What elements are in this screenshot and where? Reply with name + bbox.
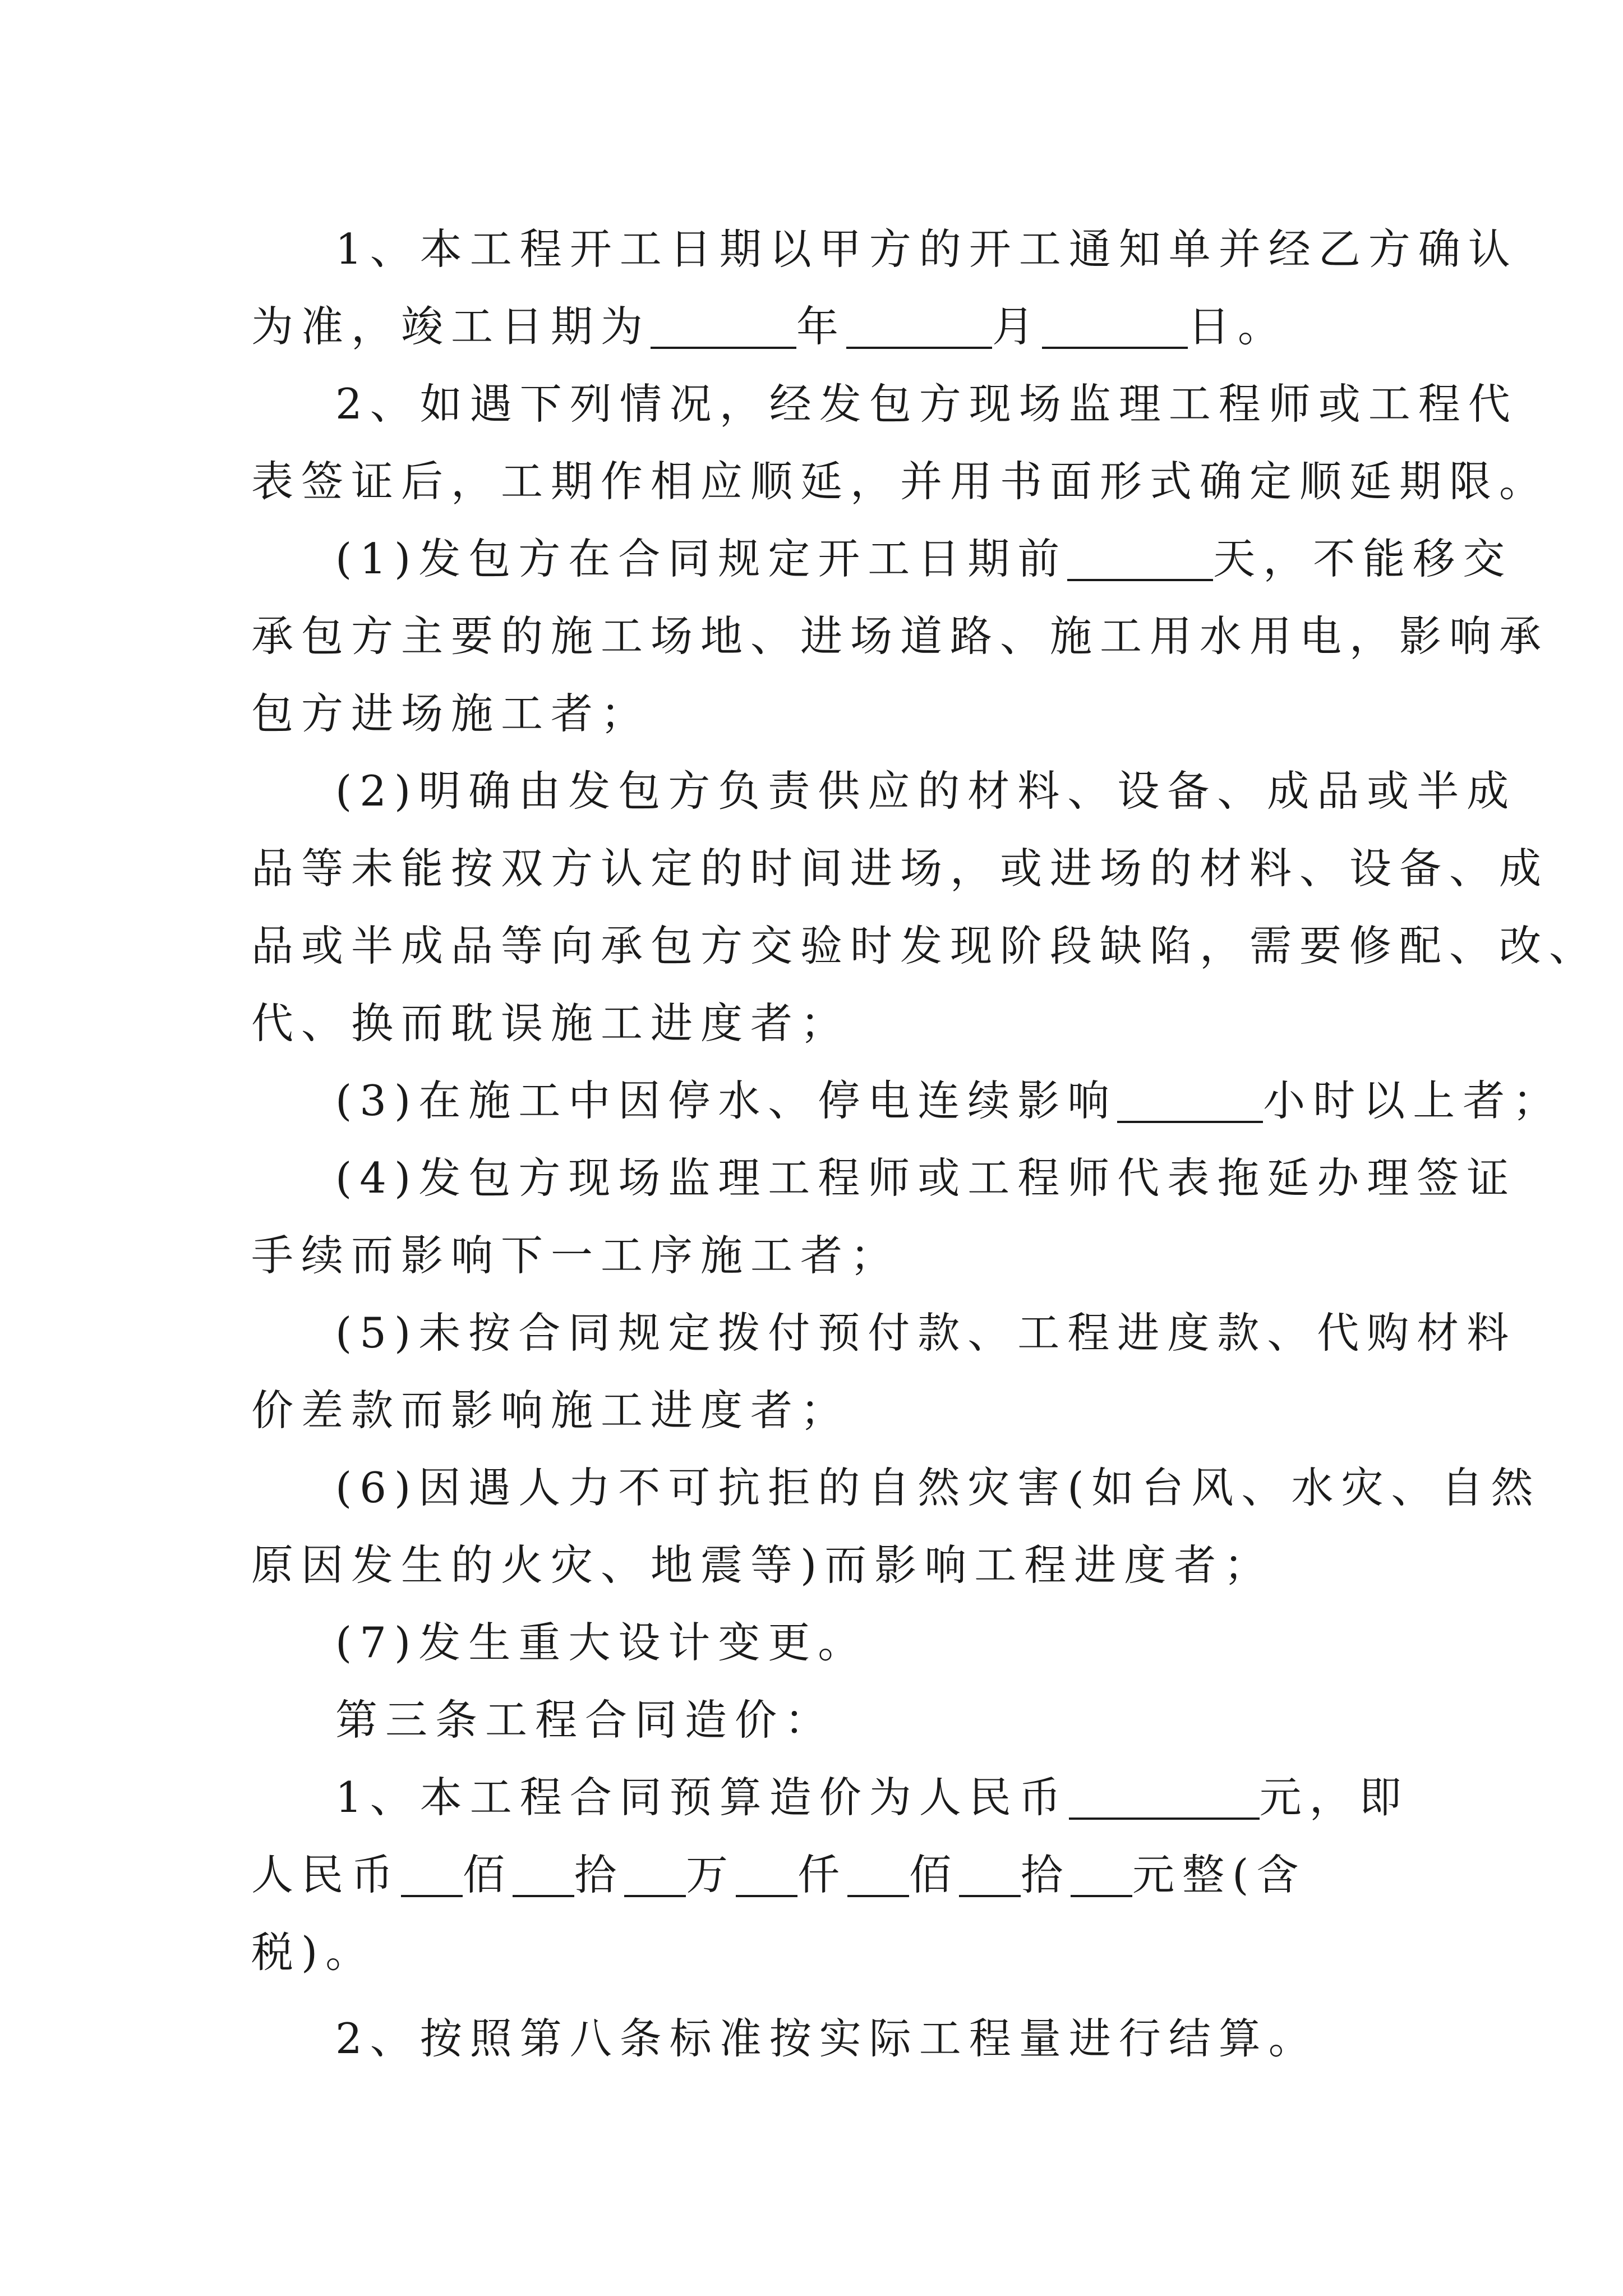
paragraph-line bbox=[251, 752, 1517, 830]
paragraph-line bbox=[251, 1604, 1378, 1681]
line-text: (4)发包方现场监理工程师或工程师代表拖延办理签证 bbox=[335, 1153, 1517, 1203]
paragraph-line bbox=[251, 1294, 1517, 1372]
amount-digit-blank bbox=[624, 1856, 686, 1897]
unit-label: 佰 bbox=[909, 1850, 960, 1899]
paragraph-line bbox=[251, 520, 1513, 597]
year-blank bbox=[651, 307, 796, 349]
day-blank bbox=[1042, 307, 1188, 349]
paragraph-line bbox=[251, 443, 1550, 520]
contract-text bbox=[251, 210, 1599, 2077]
paragraph-line bbox=[251, 1062, 1563, 1139]
month-blank bbox=[846, 307, 992, 349]
hours-blank bbox=[1117, 1082, 1263, 1123]
line-text: 为准，竣工日期为 bbox=[251, 302, 651, 351]
days-blank bbox=[1067, 540, 1213, 581]
unit-label: 佰 bbox=[463, 1850, 513, 1899]
line-text: (1)发包方在合同规定开工日期前 bbox=[335, 534, 1068, 583]
line-text: (7)发生重大设计变更。 bbox=[335, 1618, 868, 1667]
unit-label: 拾 bbox=[1021, 1850, 1071, 1899]
day-label: 日。 bbox=[1188, 302, 1288, 351]
line-text: 人民币 bbox=[251, 1850, 402, 1899]
line-text: 承包方主要的施工场地、进场道路、施工用水用电，影响承 bbox=[251, 611, 1550, 661]
line-text-tail: 天，不能移交 bbox=[1213, 534, 1513, 583]
line-text: 手续而影响下一工序施工者； bbox=[251, 1231, 901, 1280]
line-text: 2、如遇下列情况，经发包方现场监理工程师或工程代 bbox=[335, 379, 1518, 429]
line-text: (6)因遇人力不可抗拒的自然灾害(如台风、水灾、自然 bbox=[335, 1463, 1541, 1512]
amount-digit-blank bbox=[847, 1856, 909, 1897]
line-text: 税)。 bbox=[251, 1927, 376, 1977]
line-text: 表签证后，工期作相应顺延，并用书面形式确定顺延期限。 bbox=[251, 457, 1550, 506]
paragraph-line bbox=[251, 907, 1599, 984]
line-text-tail: 元，即 bbox=[1259, 1773, 1409, 1822]
line-text: 1、本工程合同预算造价为人民币 bbox=[335, 1773, 1069, 1822]
paragraph-line bbox=[251, 1372, 1378, 1449]
paragraph-line bbox=[251, 830, 1550, 907]
line-text: 原因发生的火灾、地震等)而影响工程进度者； bbox=[251, 1540, 1274, 1590]
unit-label: 万 bbox=[686, 1850, 736, 1899]
heading-text: 第三条工程合同造价： bbox=[335, 1695, 835, 1745]
paragraph-line bbox=[251, 1217, 1378, 1294]
paragraph-line bbox=[251, 2000, 1378, 2077]
paragraph-line bbox=[251, 1759, 1409, 1836]
paragraph-line bbox=[251, 1449, 1541, 1526]
line-text: (3)在施工中因停水、停电连续影响 bbox=[335, 1076, 1118, 1125]
paragraph-line bbox=[251, 1526, 1378, 1604]
line-text: 品或半成品等向承包方交验时发现阶段缺陷，需要修配、改、 bbox=[251, 921, 1599, 970]
paragraph-line bbox=[251, 984, 1378, 1062]
paragraph-line bbox=[251, 675, 1378, 752]
amount-blank bbox=[1069, 1778, 1260, 1820]
line-text: 1、本工程开工日期以甲方的开工通知单并经乙方确认 bbox=[335, 224, 1518, 274]
month-label: 月 bbox=[992, 302, 1043, 351]
amount-digit-blank bbox=[1071, 1856, 1132, 1897]
paragraph-line bbox=[251, 365, 1518, 443]
line-text-tail: 小时以上者； bbox=[1263, 1076, 1563, 1125]
line-text: 2、按照第八条标准按实际工程量进行结算。 bbox=[335, 2014, 1318, 2063]
line-text-tail: 元整(含 bbox=[1132, 1850, 1307, 1899]
unit-label: 拾 bbox=[574, 1850, 625, 1899]
amount-digit-blank bbox=[401, 1856, 463, 1897]
paragraph-line bbox=[251, 1836, 1378, 1913]
amount-digit-blank bbox=[959, 1856, 1021, 1897]
paragraph-line bbox=[251, 597, 1550, 675]
section-heading bbox=[251, 1681, 1378, 1759]
line-text: (2)明确由发包方负责供应的材料、设备、成品或半成 bbox=[335, 766, 1517, 816]
line-text: 价差款而影响施工进度者； bbox=[251, 1386, 851, 1435]
line-text: (5)未按合同规定拨付预付款、工程进度款、代购材料 bbox=[335, 1308, 1517, 1358]
paragraph-line bbox=[251, 1139, 1517, 1217]
paragraph-line bbox=[251, 210, 1518, 288]
year-label: 年 bbox=[796, 302, 847, 351]
unit-label: 仟 bbox=[797, 1850, 848, 1899]
line-text: 包方进场施工者； bbox=[251, 689, 651, 738]
paragraph-line bbox=[251, 1913, 1378, 1991]
paragraph-line bbox=[251, 288, 1378, 365]
amount-digit-blank bbox=[513, 1856, 574, 1897]
line-text: 代、换而耽误施工进度者； bbox=[251, 999, 851, 1048]
amount-digit-blank bbox=[736, 1856, 797, 1897]
line-text: 品等未能按双方认定的时间进场，或进场的材料、设备、成 bbox=[251, 844, 1550, 893]
